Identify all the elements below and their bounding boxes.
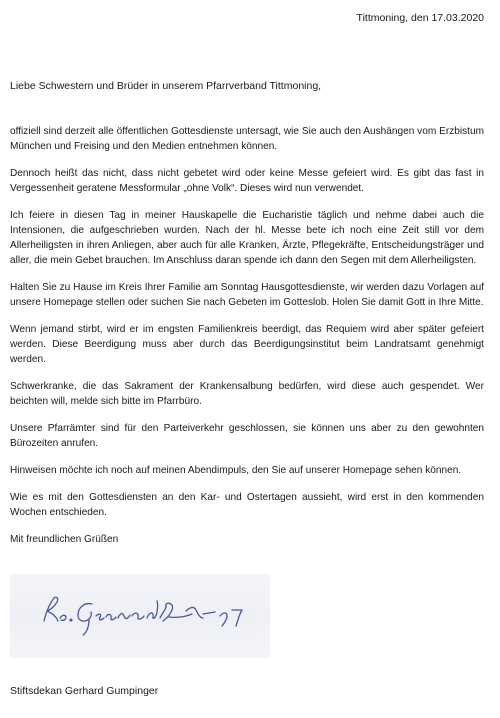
letter-body [10, 124, 484, 559]
paragraph-house-chapel: Ich feiere in diesen Tag in meiner Hauskapelle die Eucharistie täglich und nehme dabei auch die Intensionen, die aufgeschrieben wurden. Nach der hl. Messe bete ich noch eine Zeit still vor dem Allerheiligsten in ihren Anliegen, aber auch für alle Kranken, Ärzte, Pflegekräfte, Entscheidungsträger und aller, die mein Gebet brauchen. Im Anschluss daran spende ich dann den Segen mit dem Allerheiligsten. [10, 210, 484, 266]
paragraph-home-services: Halten Sie zu Hause im Kreis Ihrer Familie am Sonntag Hausgottesdienste, wir werden dazu Vorlagen auf unsere Homepage stellen oder suchen Sie nach Gebeten im Gotteslob. Holen Sie damit Gott in Ihre Mitte. [10, 282, 484, 308]
paragraph-mass-without-people: Dennoch heißt das nicht, dass nicht gebetet wird oder keine Messe gefeiert wird. Es gibt das fast in Vergessenheit geratene Messformular „ohne Volk“. Dieses wird nun verwendet. [10, 168, 484, 194]
handwritten-signature [10, 574, 270, 658]
paragraph-easter: Wie es mit den Gottesdiensten an den Kar- und Ostertagen aussieht, wird erst in den kommenden Wochen entschieden. [10, 492, 484, 518]
paragraph-anointing: Schwerkranke, die das Sakrament der Krankensalbung bedürfen, wird diese auch gespendet. Wer beichten will, melde sich bitte im Pfarrbüro. [10, 381, 484, 407]
paragraph-services-suspended: offiziell sind derzeit alle öffentlichen Gottesdienste untersagt, wie Sie auch den Aushängen vom Erzbistum München und Freising und den Medien entnehmen können. [10, 126, 484, 152]
signer-name: Stiftsdekan Gerhard Gumpinger [10, 685, 159, 697]
paragraph-evening-impulse: Hinweisen möchte ich noch auf meinen Abendimpuls, den Sie auf unserer Homepage sehen können. [10, 465, 462, 476]
paragraph-parish-offices: Unsere Pfarrämter sind für den Parteiverkehr geschlossen, sie können uns aber zu den gewohnten Bürozeiten anrufen. [10, 423, 484, 449]
signature-scribble [10, 574, 270, 658]
closing: Mit freundlichen Grüßen [10, 534, 119, 545]
place-date: Tittmoning, den 17.03.2020 [356, 12, 484, 24]
paragraph-funerals: Wenn jemand stirbt, wird er im engsten Familienkreis beerdigt, das Requiem wird aber später gefeiert werden. Diese Beerdigung muss aber durch das Beerdigungsinstitut beim Landratsamt genehmigt werden. [10, 324, 484, 365]
salutation: Liebe Schwestern und Brüder in unserem Pfarrverband Tittmoning, [10, 80, 322, 92]
